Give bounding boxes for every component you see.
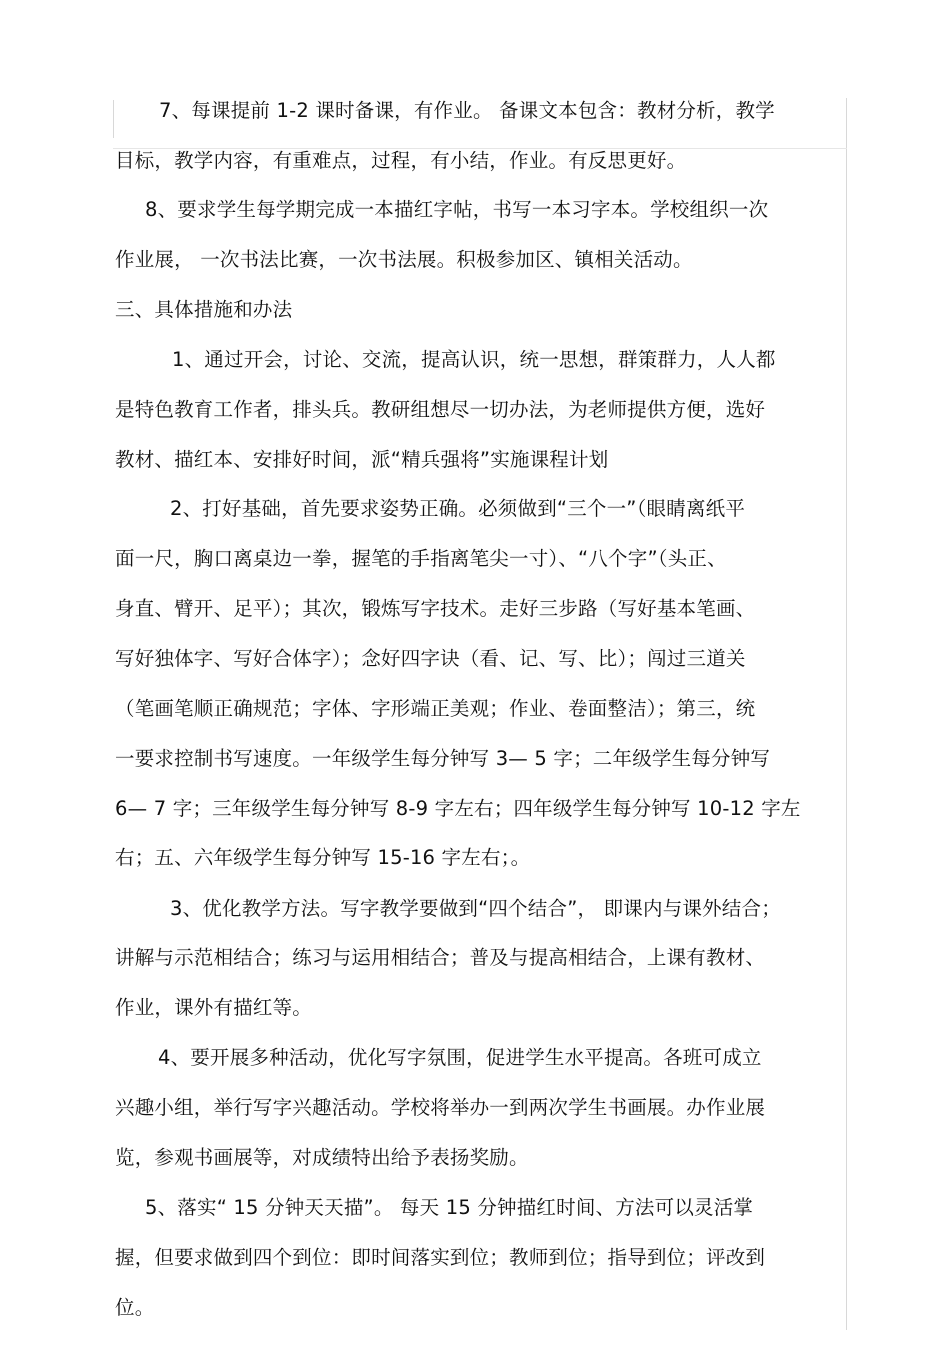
- text-line: 一要求控制书写速度。一年级学生每分钟写 3— 5 字；二年级学生每分钟写: [115, 747, 771, 770]
- text-line: 作业展， 一次书法比赛，一次书法展。积极参加区、镇相关活动。: [115, 248, 693, 271]
- text-line: 1、通过开会，讨论、交流，提高认识，统一思想，群策群力，人人都: [172, 348, 776, 371]
- text-line: 作业，课外有描红等。: [115, 996, 313, 1019]
- text-line: 目标，教学内容，有重难点，过程，有小结，作业。有反思更好。: [115, 149, 687, 172]
- text-line: 6— 7 字；三年级学生每分钟写 8-9 字左右；四年级学生每分钟写 10-12 字左: [115, 797, 801, 820]
- text-line: 教材、描红本、安排好时间，派“精兵强将”实施课程计划: [115, 448, 609, 471]
- text-line: 位。: [115, 1296, 155, 1319]
- margin-rule-right: [846, 98, 847, 1330]
- text-line: 身直、臂开、足平）；其次，锻炼写字技术。走好三步路（写好基本笔画、: [115, 597, 756, 620]
- text-line: 8、要求学生每学期完成一本描红字帖，书写一本习字本。学校组织一次: [145, 198, 769, 221]
- text-line: 7、每课提前 1-2 课时备课，有作业。 备课文本包含：教材分析，教学: [159, 99, 775, 122]
- section-heading: 三、具体措施和办法: [115, 298, 293, 321]
- text-line: 右；五、六年级学生每分钟写 15-16 字左右；。: [115, 846, 531, 869]
- text-line: 4、要开展多种活动，优化写字氛围，促进学生水平提高。各班可成立: [158, 1046, 762, 1069]
- text-line: 面一尺，胸口离桌边一拳，握笔的手指离笔尖一寸）、“八个字”（头正、: [115, 547, 727, 570]
- text-line: 握，但要求做到四个到位：即时间落实到位；教师到位；指导到位；评改到: [115, 1246, 766, 1269]
- text-line: 3、优化教学方法。写字教学要做到“四个结合”， 即课内与课外结合；: [170, 897, 781, 920]
- text-line: 2、打好基础，首先要求姿势正确。必须做到“三个一”（眼睛离纸平: [170, 497, 746, 520]
- text-line: 5、落实“ 15 分钟天天描”。 每天 15 分钟描红时间、方法可以灵活掌: [145, 1196, 754, 1219]
- text-line: 写好独体字、写好合体字）；念好四字诀（看、记、写、比）；闯过三道关: [115, 647, 746, 670]
- text-line: （笔画笔顺正确规范；字体、字形端正美观；作业、卷面整洁）；第三，统: [115, 697, 756, 720]
- margin-rule-left: [113, 100, 114, 138]
- text-line: 讲解与示范相结合；练习与运用相结合；普及与提高相结合，上课有教材、: [115, 946, 766, 969]
- text-line: 兴趣小组，举行写字兴趣活动。学校将举办一到两次学生书画展。办作业展: [115, 1096, 766, 1119]
- text-line: 览，参观书画展等，对成绩特出给予表扬奖励。: [115, 1146, 529, 1169]
- text-line: 是特色教育工作者，排头兵。教研组想尽一切办法，为老师提供方便，选好: [115, 398, 766, 421]
